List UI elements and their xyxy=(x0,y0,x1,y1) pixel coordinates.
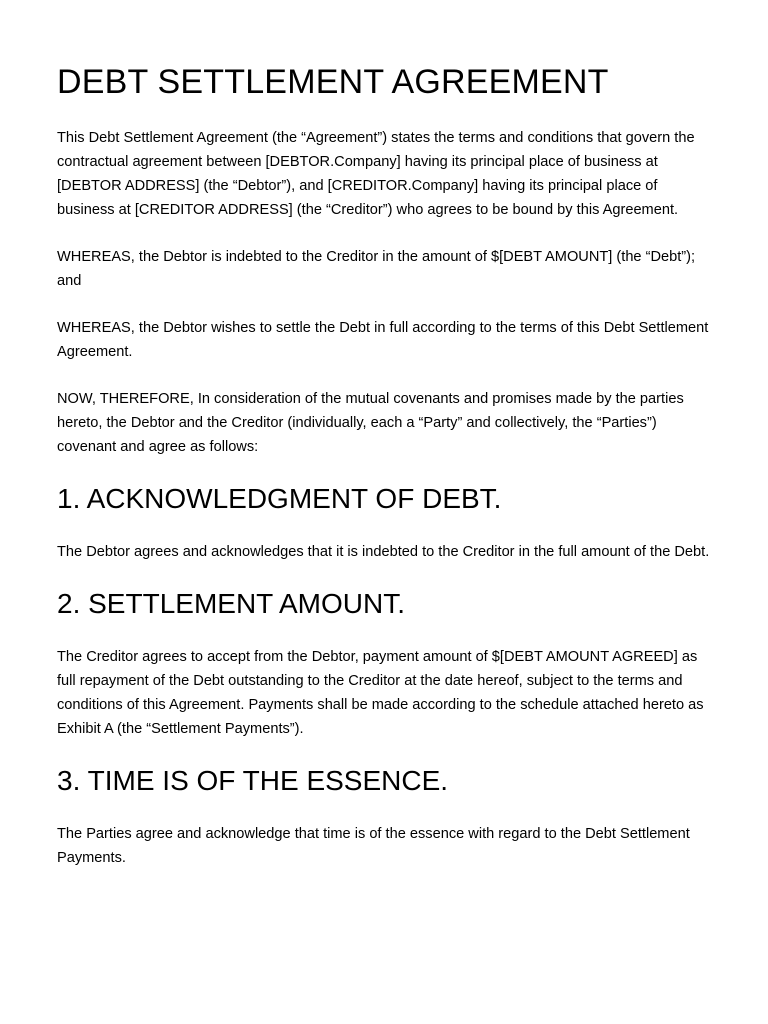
section-heading-settlement-amount: 2. SETTLEMENT AMOUNT. xyxy=(57,588,405,619)
now-therefore-paragraph: NOW, THEREFORE, In consideration of the mutual covenants and promises made by the parties hereto, the Debtor and the Creditor (individually, each a “Party” and collectively, the “Parties”) covenant and agree as follows: xyxy=(57,391,684,455)
intro-paragraph: This Debt Settlement Agreement (the “Agreement”) states the terms and conditions that govern the contractual agreement between [DEBTOR.Company] having its principal place of business at [DEBTOR ADDRESS] (the “Debtor”), and [CREDITOR.Company] having its principal place of business at [CREDITOR ADDRESS] (the “Creditor”) who agrees to be bound by this Agreement. xyxy=(57,130,695,218)
section-heading-time-essence: 3. TIME IS OF THE ESSENCE. xyxy=(57,765,449,796)
section-body-acknowledgment: The Debtor agrees and acknowledges that it is indebted to the Creditor in the full amount of the Debt. xyxy=(57,544,710,560)
whereas-settle-paragraph: WHEREAS, the Debtor wishes to settle the Debt in full according to the terms of this Debt Settlement Agreement. xyxy=(57,320,709,360)
document-page xyxy=(57,62,717,893)
section-body-time-essence: The Parties agree and acknowledge that time is of the essence with regard to the Debt Settlement Payments. xyxy=(57,826,690,866)
section-heading-acknowledgment: 1. ACKNOWLEDGMENT OF DEBT. xyxy=(57,483,502,514)
document-title: DEBT SETTLEMENT AGREEMENT xyxy=(57,63,609,101)
whereas-debt-paragraph: WHEREAS, the Debtor is indebted to the Creditor in the amount of $[DEBT AMOUNT] (the “Debt”); and xyxy=(57,249,696,289)
section-body-settlement-amount: The Creditor agrees to accept from the Debtor, payment amount of $[DEBT AMOUNT AGREED] as full repayment of the Debt outstanding to the Creditor at the date hereof, subject to the terms and conditions of this Agreement. Payments shall be made according to the schedule attached hereto as Exhibit A (the “Settlement Payments”). xyxy=(57,649,704,737)
